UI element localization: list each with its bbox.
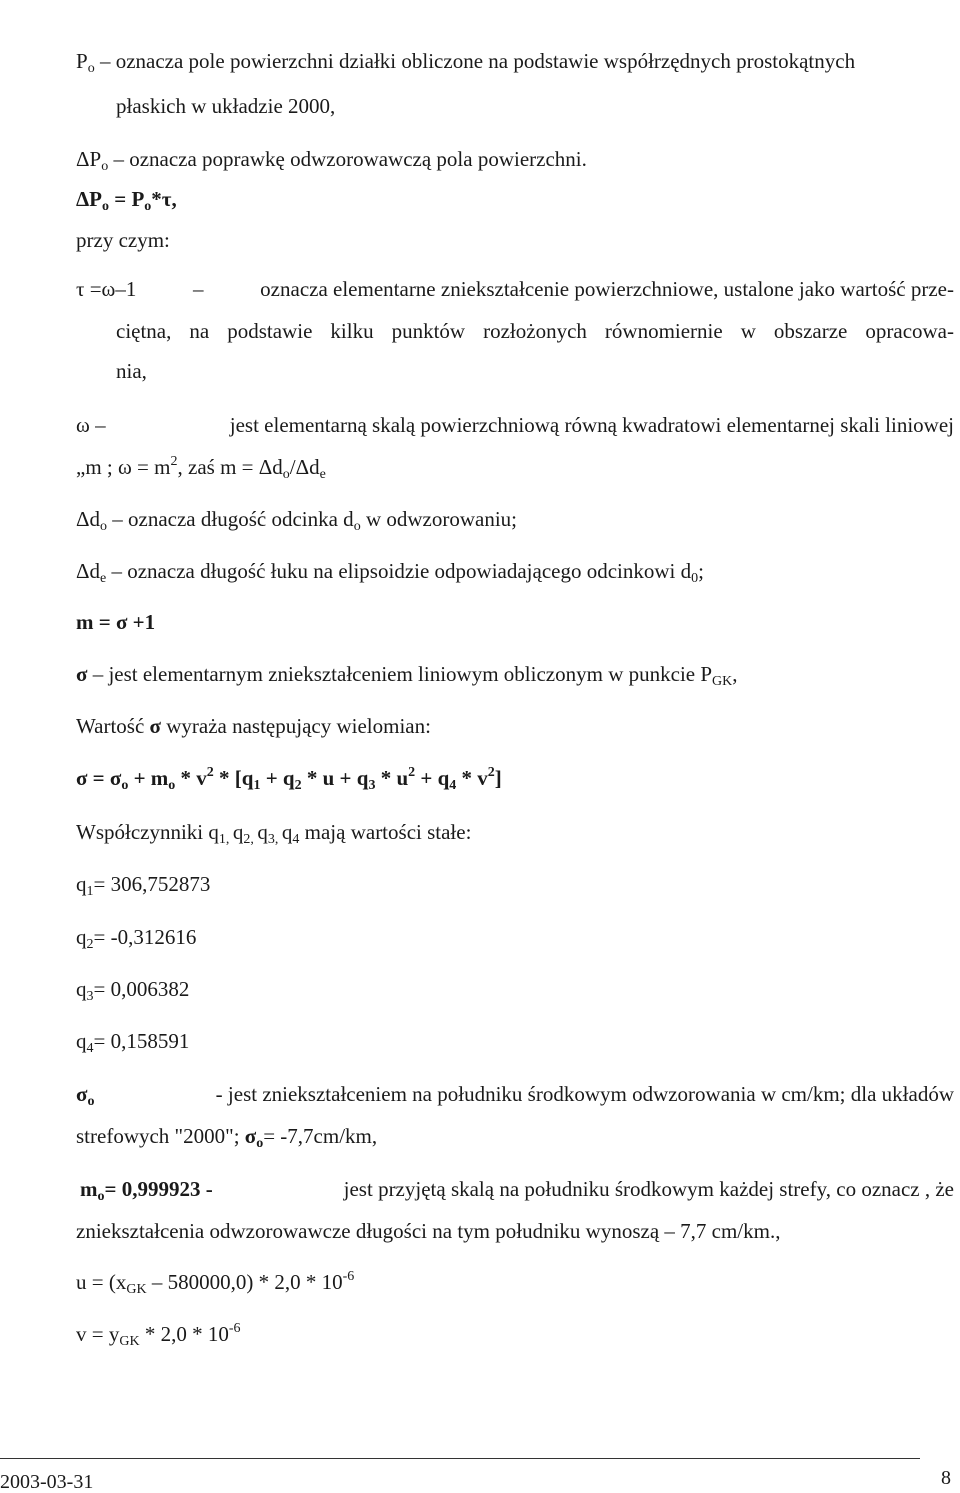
footer-divider bbox=[0, 1458, 920, 1459]
page-number: 8 bbox=[941, 1467, 951, 1489]
definition-delta-po: $\Delta P_o$ – oznacza poprawkę odwzorowawczą pola powierzchni. bbox=[76, 147, 587, 174]
coefficients-intro: Współczynniki $q_{1,}$ $q_{2,}$ $q_{3,}$ $q_4$ mają wartości stałe: bbox=[76, 820, 472, 847]
equation-u: $u = (x_{GK} - 580000,0) * 2,0 * 10^{-6}$ bbox=[76, 1269, 355, 1297]
definition-po-continuation: płaskich w układzie 2000, bbox=[116, 94, 336, 118]
definition-omega: ω – jest elementarną skalą powierzchniową równą kwadratowi elementarnej skali liniowej bbox=[76, 413, 954, 437]
polynomial-formula: $\sigma = \sigma_o + m_o * v^2 * [q_1 + q_2 * u + q_3 * u^2 + q_4 * v^2]$ bbox=[76, 765, 502, 793]
where-label: przy czym: bbox=[76, 228, 170, 252]
definition-delta-de: $\Delta d_e$ – oznacza długość łuku na elipsoidzie odpowiadającego odcinkowi $d_0$; bbox=[76, 559, 704, 586]
definition-sigma-o-line2: strefowych "2000"; $\sigma_o= -7,7cm/km$, bbox=[76, 1124, 378, 1151]
coefficient-q1: $q_1= 306,752873$ bbox=[76, 872, 211, 899]
definition-omega-line2: „m ; $\omega = m^2$, zaś $m = \Delta d_o/\Delta d_e$ bbox=[76, 454, 326, 482]
definition-tau-line2: ciętna, na podstawie kilku punktów rozłożonych równomiernie w obszarze opracowa- bbox=[116, 319, 954, 343]
coefficient-q2: $q_2= -0,312616$ bbox=[76, 925, 197, 952]
equation-v: $v = y_{GK} * 2,0 * 10^{-6}$ bbox=[76, 1321, 241, 1349]
polynomial-intro: Wartość σ wyraża następujący wielomian: bbox=[76, 714, 431, 738]
definition-sigma-o: $\sigma_o$ - jest zniekształceniem na południku środkowym odwzorowania w cm/km; dla układów bbox=[76, 1082, 954, 1109]
definition-po: $P_o$ – oznacza pole powierzchni działki obliczone na podstawie współrzędnych prostokątnych bbox=[76, 49, 856, 76]
coefficient-q4: $q_4= 0,158591$ bbox=[76, 1029, 190, 1056]
definition-tau: τ =ω–1 – oznacza elementarne zniekształcenie powierzchniowe, ustalone jako wartość prze- bbox=[76, 277, 954, 301]
coefficient-q3: $q_3= 0,006382$ bbox=[76, 977, 190, 1004]
definition-tau-line3: nia, bbox=[116, 359, 147, 383]
definition-sigma: σ – jest elementarnym zniekształceniem liniowym obliczonym w punkcie $P_{GK}$, bbox=[76, 662, 738, 689]
definition-delta-do: $\Delta d_o$ – oznacza długość odcinka $d_o$ w odwzorowaniu; bbox=[76, 507, 517, 534]
definition-m-o-line2: zniekształcenia odwzorowawcze długości na tym południku wynoszą – 7,7 cm/km., bbox=[76, 1219, 781, 1243]
equation-m: m = σ +1 bbox=[76, 610, 156, 634]
definition-m-o: $m_o= 0,999923$ - jest przyjętą skalą na południku środkowym każdej strefy, co oznacz , że bbox=[80, 1177, 954, 1204]
equation-delta-po: $\Delta P_o = P_o*\tau$, bbox=[76, 187, 177, 214]
footer-date: 2003-03-31 bbox=[0, 1471, 94, 1493]
